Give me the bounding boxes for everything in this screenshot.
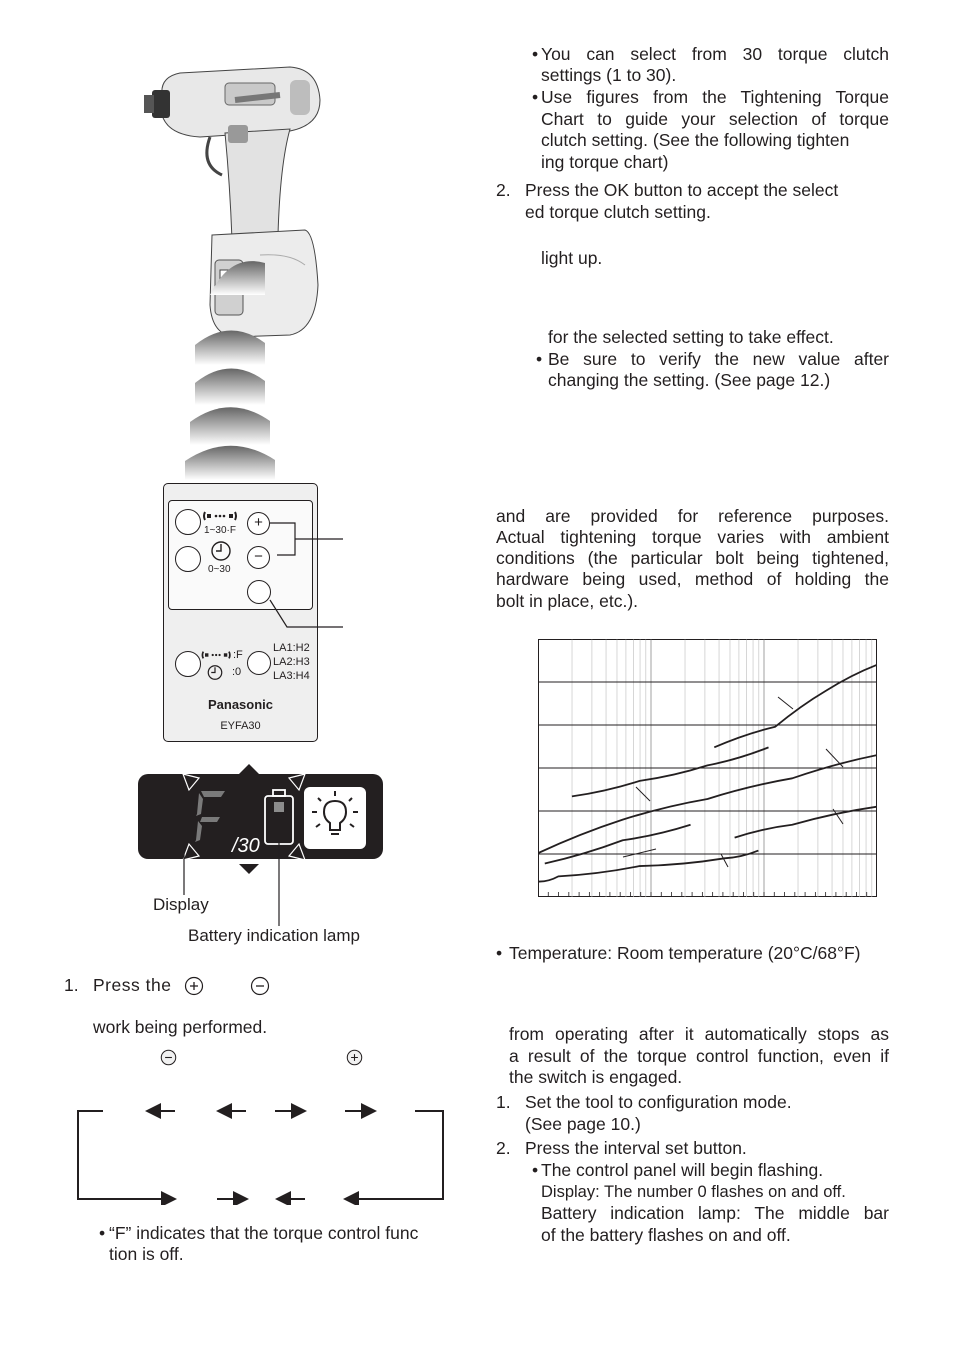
verify-line1: Be sure to verify the new value after xyxy=(548,349,889,369)
bullet1-line2: settings (1 to 30). xyxy=(541,65,677,85)
zero-label: :0 xyxy=(232,666,242,678)
step2-line1: Press the OK button to accept the select xyxy=(525,180,839,200)
battery-label: Battery indication lamp xyxy=(188,926,360,945)
minus-button[interactable]: − xyxy=(247,546,270,569)
la2-label: LA2:H3 xyxy=(273,656,310,668)
timer-icon xyxy=(209,540,233,562)
rb-display-line: Display: The number 0 flashes on and off. xyxy=(541,1183,846,1201)
bullet2-dot: • xyxy=(532,87,539,107)
timer-range-label: 0~30 xyxy=(208,564,231,575)
plus-icon-small xyxy=(346,1049,363,1066)
reference-line5: bolt in place, etc.). xyxy=(496,591,639,611)
torque-range-label: 1~30·F xyxy=(204,525,236,536)
brand-logo: Panasonic xyxy=(207,697,274,712)
display-label: Display xyxy=(153,895,209,914)
model-label: EYFA30 xyxy=(220,720,261,732)
bullet2-line1: Use figures from the Tightening Torque xyxy=(541,87,889,107)
battery-icon xyxy=(262,788,296,848)
f-note-line2: tion is off. xyxy=(109,1244,184,1264)
rb-step1-number: 1. xyxy=(496,1092,511,1112)
rb-step1-line1: Set the tool to configuration mode. xyxy=(525,1092,792,1112)
setting-cycle-diagram xyxy=(75,1103,447,1205)
rb-step2-number: 2. xyxy=(496,1138,511,1158)
f-note-bullet: • xyxy=(99,1223,106,1243)
rb-battery-line1: Battery indication lamp: The middle bar xyxy=(541,1203,889,1223)
of-30-label: /30 xyxy=(232,835,260,857)
temperature-dot: • xyxy=(496,943,503,963)
step2-line2: ed torque clutch setting. xyxy=(525,202,711,222)
light-button[interactable] xyxy=(304,787,366,849)
callout-lines xyxy=(265,515,355,635)
bullet1-line1: You can select from 30 torque clutch xyxy=(541,44,889,64)
display-callouts xyxy=(175,840,295,930)
signal-arcs xyxy=(170,255,290,480)
stop-line2: a result of the torque control function, even if xyxy=(509,1046,889,1066)
light-up-text: light up. xyxy=(541,248,603,268)
bullet1-dot: • xyxy=(532,44,539,64)
plus-button[interactable]: + xyxy=(247,512,270,535)
rb-bullet-dot: • xyxy=(532,1160,539,1180)
plus-icon xyxy=(184,976,204,996)
setting-button[interactable] xyxy=(175,651,201,677)
rb-step2-line1: Press the interval set button. xyxy=(525,1138,747,1158)
rb-bullet-line: The control panel will begin flashing. xyxy=(541,1160,824,1180)
verify-dot: • xyxy=(536,349,543,369)
torque-icon xyxy=(202,509,240,523)
bullet2-line4: ing torque chart) xyxy=(541,152,669,172)
minus-icon xyxy=(250,976,270,996)
stop-line1: from operating after it automatically stops as xyxy=(509,1024,889,1044)
reference-line3: conditions (the particular bolt being tightened, xyxy=(496,548,889,568)
f-note-line1: “F” indicates that the torque control func xyxy=(109,1223,419,1243)
la1-label: LA1:H2 xyxy=(273,642,310,654)
stop-line3: the switch is engaged. xyxy=(509,1067,683,1087)
timer-icon-small xyxy=(206,664,224,681)
timer-mode-button[interactable] xyxy=(175,546,201,572)
bullet2-line2: Chart to guide your selection of torque xyxy=(541,109,889,129)
left-step1-text: Press the xyxy=(93,975,172,995)
rb-step1-line2: (See page 10.) xyxy=(525,1114,641,1134)
seven-segment-digit xyxy=(192,788,232,846)
verify-line2: changing the setting. (See page 12.) xyxy=(548,370,831,390)
f-label: :F xyxy=(233,649,243,661)
light-bulb-icon xyxy=(304,787,366,849)
step2-number: 2. xyxy=(496,180,511,200)
la3-label: LA3:H4 xyxy=(273,670,310,682)
load-button[interactable] xyxy=(247,651,271,675)
torque-icon-small xyxy=(200,649,234,661)
reference-line4: hardware being used, method of holding the xyxy=(496,569,889,589)
temperature-text: Temperature: Room temperature (20°C/68°F) xyxy=(509,943,861,963)
work-text: work being performed. xyxy=(93,1017,268,1037)
effect-text: for the selected setting to take effect. xyxy=(548,327,834,347)
tightening-torque-chart xyxy=(538,639,877,897)
bullet2-line3: clutch setting. (See the following tighten xyxy=(541,130,850,150)
torque-mode-button[interactable] xyxy=(175,509,201,535)
left-step1-number: 1. xyxy=(64,975,79,995)
rb-battery-line2: of the battery flashes on and off. xyxy=(541,1225,791,1245)
reference-line1: and are provided for reference purposes. xyxy=(496,506,889,526)
minus-icon-small xyxy=(160,1049,177,1066)
reference-line2: Actual tightening torque varies with ambient xyxy=(496,527,889,547)
